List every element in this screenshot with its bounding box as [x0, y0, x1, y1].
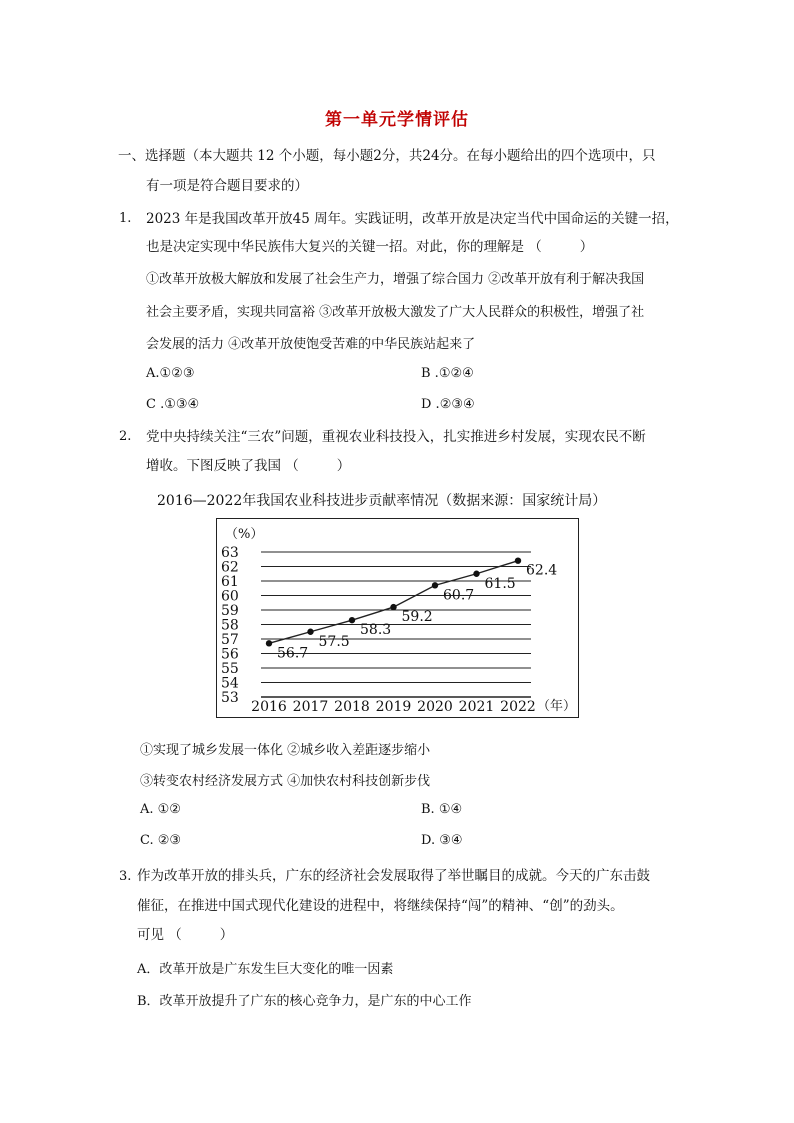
data-point — [390, 604, 396, 610]
y-tick-label: 53 — [221, 690, 239, 706]
question-stem-line-2: 催征，在推进中国式现代化建设的进程中，将继续保持“闯”的精神、“创”的劲头。 — [137, 898, 624, 914]
option-a[interactable]: A．改革开放是广东发生巨大变化的唯一因素 — [137, 962, 394, 977]
y-axis-label: （%） — [225, 527, 264, 542]
section-heading-line-1: 一、选择题（本大题共 12 个小题，每小题2分，共24分。在每小题给出的四个选项中，只 — [118, 148, 656, 164]
question-stem-text: 也是决定实现中华民族伟大复兴的关键一招。对此，你的理解是 （ — [146, 239, 542, 255]
question-number: 2. — [119, 429, 132, 444]
statement-line-2: ③转变农村经济发展方式 ④加快农村科技创新步伐 — [140, 774, 431, 789]
data-label: 62.4 — [526, 562, 558, 579]
data-label: 59.2 — [401, 609, 433, 626]
statement-line-1: ①实现了城乡发展一体化 ②城乡收入差距逐步缩小 — [140, 743, 431, 758]
y-tick-label: 57 — [221, 632, 239, 648]
option-a[interactable]: A. ①② — [140, 802, 181, 817]
option-b[interactable]: B．改革开放提升了广东的核心竞争力，是广东的中心工作 — [137, 994, 472, 1009]
series-line — [269, 561, 518, 644]
y-tick-label: 63 — [221, 545, 239, 561]
question-stem-text: 可见 （ — [137, 927, 182, 943]
page-title: 第一单元学情评估 — [325, 110, 469, 130]
y-tick-label: 56 — [221, 646, 239, 663]
line-chart — [216, 518, 579, 718]
option-a[interactable]: A.①②③ — [146, 366, 195, 381]
y-tick-label: 60 — [221, 588, 239, 605]
y-tick-label: 54 — [221, 675, 239, 692]
x-tick-label: 2017 — [292, 699, 329, 715]
data-label: 61.5 — [484, 575, 516, 592]
statement-line-2: 社会主要矛盾，实现共同富裕 ③改革开放极大激发了广大人民群众的积极性，增强了社 — [146, 305, 645, 320]
y-tick-label: 61 — [221, 574, 239, 590]
question-stem-text: 增收。下图反映了我国 （ — [146, 458, 299, 474]
x-tick-label: 2019 — [375, 699, 412, 715]
option-d[interactable]: D. ③④ — [421, 833, 463, 848]
x-tick-label: 2022 — [500, 699, 536, 715]
question-number: 1. — [119, 211, 132, 226]
data-point — [432, 582, 438, 588]
data-point — [473, 571, 479, 577]
question-number: 3. — [119, 869, 132, 884]
y-tick-label: 59 — [221, 603, 239, 619]
y-tick-label: 58 — [221, 617, 239, 634]
x-tick-label: 2020 — [417, 699, 453, 715]
x-tick-label: 2016 — [251, 699, 287, 715]
answer-paren-close: ） — [219, 927, 234, 943]
section-heading-line-2: 有一项是符合题目要求的） — [146, 178, 308, 194]
data-label: 60.7 — [443, 587, 475, 604]
option-b[interactable]: B. ①④ — [421, 802, 463, 817]
chart-svg — [217, 519, 580, 719]
answer-paren-close: ） — [336, 458, 351, 474]
chart-caption: 2016—2022年我国农业科技进步贡献率情况（数据来源：国家统计局） — [157, 493, 607, 509]
answer-paren-close: ） — [579, 239, 594, 255]
statement-line-3: 会发展的活力 ④改革开放使饱受苦难的中华民族站起来了 — [146, 337, 476, 352]
data-label: 57.5 — [318, 633, 350, 650]
x-tick-label: 2018 — [334, 699, 370, 715]
data-point — [515, 558, 521, 564]
data-label: 58.3 — [360, 622, 392, 639]
data-point — [307, 629, 313, 635]
y-tick-label: 62 — [221, 559, 239, 576]
question-stem-line-2 — [146, 237, 593, 257]
question-stem-line-1: 2023 年是我国改革开放45 周年。实践证明，改革开放是决定当代中国命运的关键一招， — [146, 211, 679, 227]
option-d[interactable]: D .②③④ — [421, 397, 475, 412]
x-tick-label: 2021 — [458, 699, 495, 715]
x-axis-label: （年） — [537, 699, 577, 714]
statement-line-1: ①改革开放极大解放和发展了社会生产力，增强了综合国力 ②改革开放有利于解决我国 — [146, 272, 645, 287]
data-label: 56.7 — [277, 645, 309, 662]
question-stem-line-2 — [146, 456, 350, 476]
option-c[interactable]: C .①③④ — [146, 397, 200, 412]
question-stem-line-1: 作为改革开放的排头兵，广东的经济社会发展取得了举世瞩目的成就。今天的广东击鼓 — [137, 868, 650, 884]
data-point — [266, 640, 272, 646]
option-b[interactable]: B .①②④ — [421, 366, 474, 381]
option-c[interactable]: C. ②③ — [140, 833, 182, 848]
question-stem-line-3 — [137, 925, 233, 945]
y-tick-label: 55 — [221, 661, 239, 677]
data-point — [349, 617, 355, 623]
question-stem-line-1: 党中央持续关注“三农”问题，重视农业科技投入，扎实推进乡村发展，实现农民不断 — [146, 429, 646, 445]
